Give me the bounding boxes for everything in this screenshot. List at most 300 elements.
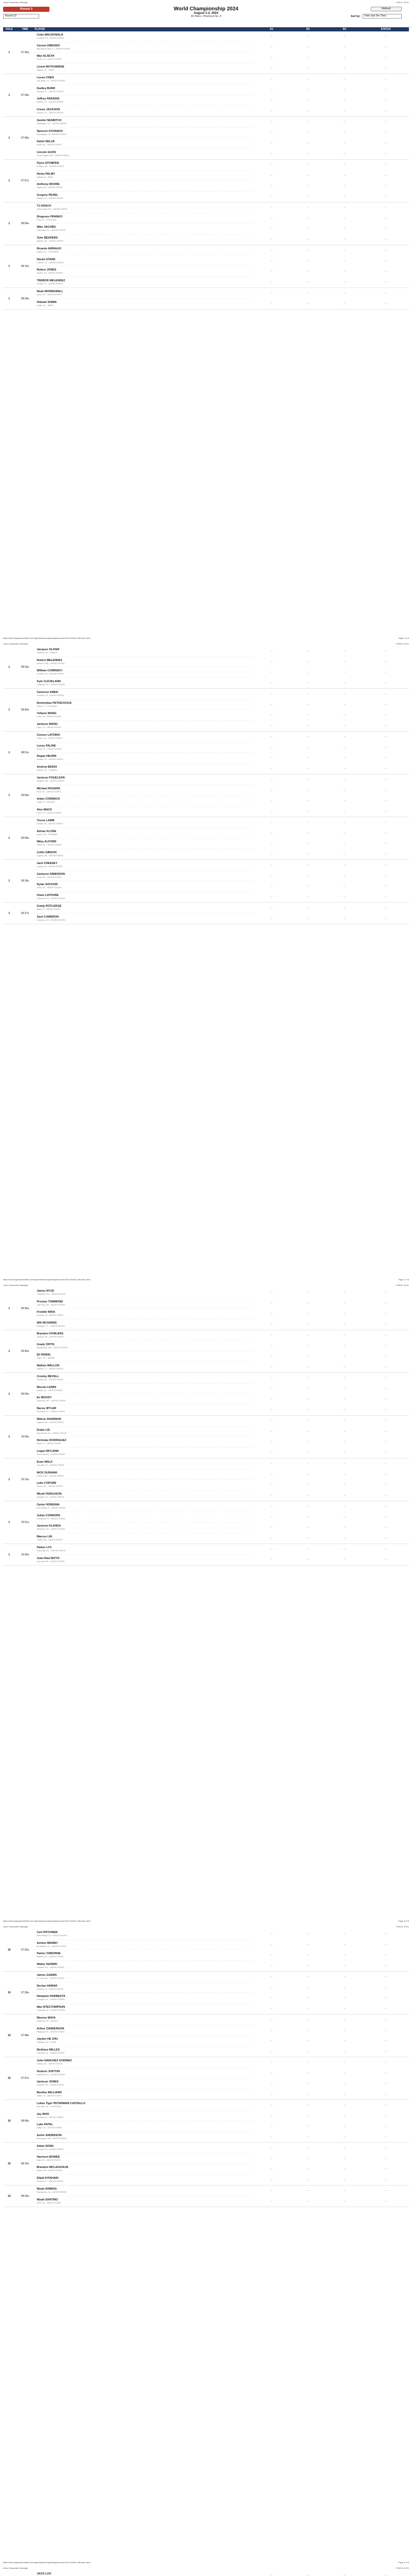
player-name[interactable]: Connor LATORIO	[37, 734, 60, 737]
player-name[interactable]: Elijah KITAHARI	[37, 2177, 59, 2180]
player-entry[interactable]	[35, 2068, 253, 2079]
tee-group-row[interactable]	[3, 1416, 409, 1459]
player-name[interactable]: Hideaki SHIMA	[37, 301, 57, 304]
player-entry[interactable]	[35, 2154, 253, 2164]
player-name[interactable]: Evan WALK	[37, 1461, 53, 1464]
player-entry[interactable]	[35, 234, 253, 245]
tee-group-row[interactable]	[3, 2570, 409, 2576]
player-entry[interactable]	[35, 95, 253, 106]
player-name[interactable]: Crosley BEVELL	[37, 1375, 59, 1379]
player-name[interactable]: Spencer KOVANCK	[37, 129, 63, 133]
empty-score: --	[270, 1344, 273, 1348]
player-entry[interactable]	[35, 1522, 253, 1533]
player-name[interactable]: Ricardo ARRIAGO	[37, 247, 62, 251]
player-name[interactable]: Harrison BOWEE	[37, 2155, 60, 2159]
player-name[interactable]: John NANCHEZ GODINEZ	[37, 2059, 72, 2063]
tee-group-row[interactable]	[3, 245, 409, 288]
player-hometown: Forest Heights, MD – UNITED STATES	[37, 155, 70, 157]
tee-group-row[interactable]	[3, 1373, 409, 1416]
player-name[interactable]: Miley ALFORD	[37, 840, 57, 844]
player-name[interactable]: Michael ROGERS	[37, 787, 60, 790]
player-entry[interactable]	[35, 2121, 253, 2132]
player-name[interactable]: Declan HAMAD	[37, 1984, 58, 1988]
table-body	[3, 646, 409, 924]
player-entry[interactable]	[35, 288, 253, 299]
player-name[interactable]: Brandon MCLAUGHLIN	[37, 2166, 68, 2170]
player-name[interactable]: Gregory PEARL	[37, 194, 58, 197]
player-entry[interactable]	[35, 1287, 253, 1298]
player-name[interactable]: Marcus LIN	[37, 1535, 52, 1539]
player-entry[interactable]	[35, 806, 253, 817]
player-hometown: Los Altos, CA – UNITED STATES	[37, 37, 64, 40]
player-name[interactable]: Mussin LEWIS	[37, 1385, 57, 1389]
tee-group-row[interactable]	[3, 2185, 409, 2207]
player-entry[interactable]	[35, 2057, 253, 2068]
player-name[interactable]: Bentley WILLIAMS	[37, 2091, 62, 2095]
tee-group-row[interactable]	[3, 117, 409, 160]
player-entry[interactable]	[35, 117, 253, 128]
player-entry[interactable]	[35, 678, 253, 689]
player-entry[interactable]	[35, 299, 253, 310]
player-entry[interactable]	[35, 2078, 253, 2089]
player-name[interactable]: Robert MELENDEZ	[37, 658, 62, 662]
player-hometown: Bloomington, IN – UNITED STATES	[37, 133, 66, 135]
player-entry[interactable]	[35, 1993, 253, 2004]
player-name[interactable]: Andrew BENOI	[37, 766, 57, 769]
player-entry[interactable]	[35, 1319, 253, 1330]
player-name[interactable]: Adrian KLOSE	[37, 829, 57, 833]
player-entry[interactable]	[35, 1501, 253, 1512]
player-entry[interactable]	[35, 74, 253, 85]
player-name[interactable]: James RYCE	[37, 1290, 55, 1293]
player-entry[interactable]	[35, 2185, 253, 2196]
player-entry[interactable]	[35, 881, 253, 892]
tee-group-row[interactable]	[3, 689, 409, 732]
player-name[interactable]: Nicholas RODRIGUEZ	[37, 1439, 66, 1443]
player-name[interactable]: James GAEMS	[37, 1974, 57, 1977]
player-name[interactable]: Colin MACDONALD	[37, 33, 63, 37]
player-entry[interactable]	[35, 1427, 253, 1437]
player-name[interactable]: Drake LIS	[37, 1428, 50, 1432]
player-entry[interactable]	[35, 2111, 253, 2122]
player-entry[interactable]	[35, 2175, 253, 2185]
player-name[interactable]: Lionel MUTKAMENE	[37, 65, 64, 69]
empty-score: --	[344, 1933, 346, 1936]
player-name[interactable]: Asher ANDERSON	[37, 2134, 62, 2138]
empty-score: --	[385, 1334, 387, 1337]
tee-group-row[interactable]	[3, 2057, 409, 2100]
player-entry[interactable]	[35, 1362, 253, 1373]
player-entry[interactable]	[35, 913, 253, 924]
player-name[interactable]: TJ KRACH	[37, 205, 52, 208]
player-name[interactable]: Luke PATEL	[37, 2123, 53, 2127]
player-entry[interactable]	[35, 860, 253, 871]
player-entry[interactable]	[35, 2196, 253, 2207]
player-entry[interactable]	[35, 1448, 253, 1459]
player-name[interactable]: Wilson SHANNON	[37, 1418, 61, 1421]
player-entry[interactable]	[35, 192, 253, 202]
player-name[interactable]: Jacques OLIVER	[37, 648, 60, 652]
player-name[interactable]: Walter HARBIN	[37, 1963, 57, 1967]
player-name[interactable]: Jackson JONES	[37, 2080, 59, 2084]
empty-score: --	[344, 1954, 346, 1957]
player-entry[interactable]	[35, 1480, 253, 1490]
player-entry[interactable]	[35, 774, 253, 785]
tee-group-row[interactable]	[3, 1544, 409, 1566]
player-name[interactable]: Diogenes FRANKO	[37, 215, 63, 218]
player-entry[interactable]	[35, 742, 253, 753]
player-entry[interactable]	[35, 1950, 253, 1961]
player-entry[interactable]	[35, 1940, 253, 1951]
player-name[interactable]: Aidan CORMACK	[37, 798, 60, 801]
player-entry[interactable]	[35, 42, 253, 53]
player-name[interactable]: Ex MOODY	[37, 1396, 52, 1400]
player-entry[interactable]	[35, 1384, 253, 1395]
player-entry[interactable]	[35, 106, 253, 117]
player-entry[interactable]	[35, 2025, 253, 2036]
tee-group-row[interactable]	[3, 1929, 409, 1972]
player-name[interactable]: Logan MCCANN	[37, 1450, 59, 1453]
player-name[interactable]: Jay WHO	[37, 2112, 49, 2116]
player-name[interactable]: Arthur ZANDERSON	[37, 2027, 64, 2030]
player-name[interactable]: Flynn STOMPER	[37, 162, 59, 165]
player-name[interactable]: Rogan HEARN	[37, 755, 57, 758]
tee-group-row[interactable]	[3, 903, 409, 924]
player-name[interactable]: Heetu PALMY	[37, 172, 55, 176]
player-entry[interactable]	[35, 277, 253, 288]
empty-score: --	[385, 724, 387, 727]
player-name[interactable]: Adam SONG	[37, 2145, 54, 2148]
tee-group-row[interactable]	[3, 860, 409, 903]
player-name[interactable]: Dylan SOCHOR	[37, 883, 58, 887]
empty-score: --	[270, 863, 273, 867]
player-hometown: Edison, NJ – UNITED STATES	[37, 2127, 62, 2129]
tee-time-cell: 08:06a	[15, 202, 35, 245]
player-entry[interactable]	[35, 2089, 253, 2100]
player-name[interactable]: Max ALISCHI	[37, 55, 55, 58]
player-entry[interactable]	[35, 1416, 253, 1427]
player-name[interactable]: Nathan WALLON	[37, 1364, 60, 1368]
empty-score: --	[385, 906, 387, 909]
player-entry[interactable]	[35, 892, 253, 903]
tee-group-row[interactable]	[3, 1287, 409, 1330]
player-entry[interactable]	[35, 764, 253, 774]
player-entry[interactable]	[35, 1459, 253, 1469]
player-name[interactable]: Kyle CLEVELAND	[37, 680, 61, 684]
player-name[interactable]: Will MCGINNIS	[37, 1321, 57, 1325]
player-name[interactable]: Parker OSBORNE	[37, 1952, 61, 1956]
player-name[interactable]: Lukas Tiger PETERMAN CASTELLO	[37, 2102, 85, 2106]
tee-group-row[interactable]	[3, 288, 409, 310]
player-entry[interactable]	[35, 1961, 253, 1972]
player-name[interactable]: Wyatt SHIMIZA	[37, 2188, 57, 2191]
r1-score-cell	[253, 1972, 290, 2014]
tee-group-row[interactable]	[3, 817, 409, 860]
player-name[interactable]: Juan-Raul BOYD	[37, 1557, 60, 1561]
player-cell	[35, 689, 253, 732]
player-name[interactable]: Freddie WAIA	[37, 1311, 56, 1314]
player-entry[interactable]	[35, 85, 253, 96]
player-name[interactable]: Grady ORTIS	[37, 1343, 55, 1346]
player-entry[interactable]	[35, 795, 253, 806]
tee-group-row[interactable]	[3, 774, 409, 817]
player-entry[interactable]	[35, 245, 253, 256]
player-entry[interactable]	[35, 1544, 253, 1555]
sort-select[interactable]: Hole and Tee Time	[363, 14, 402, 19]
pairings-table	[3, 646, 409, 924]
empty-score: --	[344, 788, 346, 792]
player-entry[interactable]	[35, 2164, 253, 2175]
player-entry[interactable]	[35, 721, 253, 732]
player-name[interactable]: Wyatt SANTINO	[37, 2198, 58, 2202]
player-name[interactable]: Jack CHEESEY	[37, 862, 58, 866]
player-name[interactable]: Owen LATOURE	[37, 894, 59, 897]
hole-cell: 1	[3, 646, 15, 689]
player-name[interactable]: NICK DUNHAM	[37, 1471, 57, 1475]
player-name[interactable]: Lucas CHEN	[37, 76, 54, 80]
player-entry[interactable]	[35, 31, 253, 42]
tee-group-row[interactable]	[3, 202, 409, 245]
player-entry[interactable]	[35, 2014, 253, 2025]
player-name[interactable]: Mike JACOBS	[37, 226, 56, 229]
player-entry[interactable]	[35, 1982, 253, 1993]
player-name[interactable]: Max NTECTOMPSON	[37, 2006, 65, 2009]
player-name[interactable]: Parker LYC	[37, 1546, 52, 1550]
player-entry[interactable]	[35, 2036, 253, 2046]
tee-group-row[interactable]	[3, 732, 409, 774]
player-entry[interactable]	[35, 732, 253, 742]
player-entry[interactable]	[35, 1351, 253, 1362]
player-entry[interactable]	[35, 1469, 253, 1480]
player-entry[interactable]	[35, 2004, 253, 2014]
tee-group-row[interactable]	[3, 2014, 409, 2057]
tee-group-row[interactable]	[3, 646, 409, 689]
player-name[interactable]: Brandon FOWLERS	[37, 1332, 63, 1336]
player-entry[interactable]	[35, 2132, 253, 2143]
player-name[interactable]: Dudley BURR	[37, 87, 56, 90]
player-name[interactable]: JACK LUO	[37, 2572, 52, 2576]
player-entry[interactable]	[35, 1929, 253, 1940]
player-entry[interactable]	[35, 128, 253, 139]
tee-group-row[interactable]	[3, 1330, 409, 1373]
player-cell	[35, 1373, 253, 1416]
player-name[interactable]: Yohann WANG	[37, 712, 57, 716]
player-entry[interactable]	[35, 646, 253, 657]
round-select[interactable]: Round 10	[3, 14, 39, 19]
player-name[interactable]: Carter HONIGMA	[37, 1503, 60, 1507]
player-entry[interactable]	[35, 1555, 253, 1566]
player-name[interactable]: Jackson KLANDA	[37, 1524, 61, 1528]
player-entry[interactable]	[35, 256, 253, 267]
player-entry[interactable]	[35, 657, 253, 668]
player-name[interactable]: Cameron AMEN	[37, 691, 58, 694]
hole-cell: 10	[3, 2057, 15, 2100]
player-hometown: Porto, PT – PORTUGAL	[37, 218, 57, 221]
event-dates: August 1-3, 2024	[194, 12, 218, 15]
player-name[interactable]: Carl HITCHNER	[37, 1931, 58, 1935]
player-name[interactable]: Kaled SELLB	[37, 140, 55, 144]
player-name[interactable]: Preston TOMMOND	[37, 1300, 63, 1303]
player-entry[interactable]	[35, 1298, 253, 1309]
player-entry[interactable]	[35, 2046, 253, 2057]
r1-score-cell	[253, 2143, 290, 2185]
empty-score: --	[270, 142, 273, 145]
player-entry[interactable]	[35, 1490, 253, 1501]
player-entry[interactable]	[35, 1394, 253, 1405]
player-entry[interactable]	[35, 1373, 253, 1384]
player-entry[interactable]	[35, 160, 253, 171]
player-entry[interactable]	[35, 710, 253, 721]
empty-score: --	[344, 1483, 346, 1486]
player-name[interactable]: Nacos WYLER	[37, 1407, 57, 1411]
player-entry[interactable]	[35, 1512, 253, 1523]
player-name[interactable]: Cameron SIMENSON	[37, 872, 65, 876]
empty-score: --	[344, 1440, 346, 1444]
player-name[interactable]: Alex MACK	[37, 808, 52, 812]
tee-group-row[interactable]	[3, 31, 409, 74]
print-url: https://www.signuptowmlinks.com/mgmt/sanction/pairings/scorecard?tid=2304&r=3&mode=print	[3, 1920, 91, 1922]
player-name[interactable]: Nicklaus MILLES	[37, 2048, 60, 2052]
table-header	[3, 27, 409, 31]
player-name[interactable]: Eli PEIING	[37, 1353, 51, 1357]
empty-score: --	[307, 756, 309, 759]
player-entry[interactable]	[35, 213, 253, 224]
player-entry[interactable]	[35, 871, 253, 882]
tee-group-row[interactable]	[3, 2100, 409, 2143]
empty-score: --	[344, 2092, 346, 2096]
empty-score: --	[307, 874, 309, 877]
player-entry[interactable]	[35, 266, 253, 277]
player-entry[interactable]	[35, 171, 253, 181]
player-entry[interactable]	[35, 700, 253, 710]
refresh-button[interactable]: Refresh	[371, 7, 402, 11]
empty-score: --	[385, 874, 387, 877]
empty-score: --	[307, 2018, 309, 2021]
player-entry[interactable]	[35, 1437, 253, 1448]
tee-group-row[interactable]	[3, 1459, 409, 1501]
player-entry[interactable]	[35, 2143, 253, 2154]
r1-score-cell	[253, 2570, 290, 2576]
player-name[interactable]: Tyler BEAPERS	[37, 236, 58, 240]
empty-score: --	[344, 45, 346, 49]
tee-group-row[interactable]	[3, 2143, 409, 2185]
player-name[interactable]: Ashton BRISBY	[37, 1941, 58, 1945]
empty-score: --	[270, 2028, 273, 2032]
player-entry[interactable]	[35, 849, 253, 860]
player-name[interactable]: Anthony MOORE	[37, 183, 60, 187]
player-entry[interactable]	[35, 667, 253, 678]
player-name[interactable]: Jackson FOGELSON	[37, 776, 65, 780]
empty-score: --	[270, 2114, 273, 2117]
player-entry[interactable]	[35, 1533, 253, 1544]
player-entry[interactable]	[35, 785, 253, 796]
player-entry[interactable]	[35, 2570, 253, 2576]
empty-score: --	[344, 1419, 346, 1422]
empty-score: --	[385, 1291, 387, 1294]
player-entry[interactable]	[35, 2100, 253, 2111]
player-name[interactable]: Grady ROTLEDGE	[37, 905, 62, 908]
player-name[interactable]: Dominykas PETKEVICIUS	[37, 701, 72, 705]
empty-score: --	[385, 45, 387, 49]
r1-score-cell	[253, 1416, 290, 1459]
r1-score-cell	[253, 903, 290, 924]
player-entry[interactable]	[35, 224, 253, 234]
player-entry[interactable]	[35, 828, 253, 839]
player-entry[interactable]	[35, 689, 253, 700]
player-entry[interactable]	[35, 1330, 253, 1341]
player-name[interactable]: Robert JONES	[37, 268, 57, 272]
empty-score: --	[385, 852, 387, 856]
player-entry[interactable]	[35, 1972, 253, 1982]
tee-group-row[interactable]	[3, 1972, 409, 2014]
player-name[interactable]: TREBOR MELENDEZ	[37, 279, 65, 283]
tee-group-row[interactable]	[3, 1501, 409, 1544]
player-entry[interactable]	[35, 63, 253, 74]
tee-time-cell: 07:30a	[15, 31, 35, 74]
empty-score: --	[344, 1494, 346, 1497]
player-entry[interactable]	[35, 838, 253, 849]
player-entry[interactable]	[35, 53, 253, 63]
player-entry[interactable]	[35, 149, 253, 160]
player-entry[interactable]	[35, 202, 253, 213]
player-name[interactable]: Carson DIBIASIO	[37, 44, 60, 47]
player-entry[interactable]	[35, 181, 253, 192]
player-name[interactable]: Micah FERGUSON	[37, 1493, 62, 1496]
empty-score: --	[270, 1515, 273, 1519]
player-name[interactable]: Julian CONNORS	[37, 1514, 60, 1517]
r1-score-cell	[253, 860, 290, 903]
player-name[interactable]: Trevor LAMB	[37, 819, 55, 823]
player-entry[interactable]	[35, 138, 253, 149]
player-name[interactable]: Moreno MAYA	[37, 2016, 56, 2020]
player-name[interactable]: Hampton HARBESTA	[37, 1995, 65, 1998]
empty-score: --	[344, 874, 346, 877]
empty-score: --	[307, 78, 309, 81]
empty-score: --	[385, 1387, 387, 1391]
player-entry[interactable]	[35, 753, 253, 764]
r3-score-cell	[327, 288, 363, 310]
empty-score: --	[344, 650, 346, 653]
tee-time-cell: 07:48a	[15, 2014, 35, 2057]
player-entry[interactable]	[35, 1341, 253, 1352]
player-hometown: Quebec, QC – CANADA	[37, 769, 57, 772]
player-name[interactable]: Collin GIBSON	[37, 851, 57, 855]
player-name[interactable]: Crews JACKSON	[37, 108, 60, 112]
tee-group-row[interactable]	[3, 160, 409, 202]
player-entry[interactable]	[35, 1309, 253, 1319]
player-name[interactable]: Lucas PALINE	[37, 744, 56, 748]
empty-score: --	[344, 270, 346, 273]
tee-group-row[interactable]	[3, 74, 409, 117]
player-name[interactable]: Hudson JOKTON	[37, 2070, 60, 2073]
player-name[interactable]: Luke COPURE	[37, 1482, 57, 1485]
player-name[interactable]: Jeffrey PARADIS	[37, 97, 60, 101]
player-name[interactable]: William COMINSKY	[37, 669, 63, 673]
player-name[interactable]: Lincoln GUOS	[37, 151, 56, 155]
player-name[interactable]: Zander NESBITCH	[37, 119, 62, 123]
player-entry[interactable]	[35, 1405, 253, 1416]
player-name[interactable]: Jayden HE ZHU	[37, 2038, 58, 2041]
player-entry[interactable]	[35, 817, 253, 828]
player-hometown: Toulouse, FR – FRANCE	[37, 652, 58, 654]
player-name[interactable]: Jackson WANG	[37, 723, 58, 726]
player-name[interactable]: Zach CAMERON	[37, 916, 59, 919]
round-button[interactable]: Round 3	[3, 7, 49, 12]
player-name[interactable]: Daniel STARK	[37, 258, 56, 261]
player-entry[interactable]	[35, 903, 253, 913]
player-name[interactable]: Noah MONDEWALL	[37, 290, 63, 294]
empty-score: --	[270, 2061, 273, 2064]
